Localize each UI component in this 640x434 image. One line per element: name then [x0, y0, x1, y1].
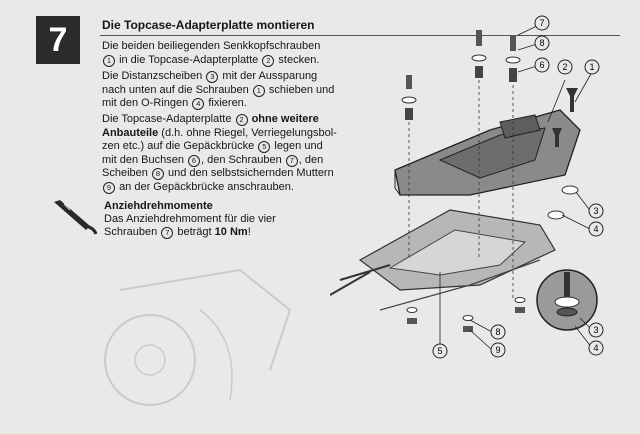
callout-4: 4: [593, 224, 599, 234]
instruction-paragraph-2: [102, 70, 362, 111]
ref-marker-3: 3: [206, 71, 218, 83]
callout-1: 1: [589, 62, 595, 72]
nut-stack-center: [463, 316, 473, 333]
ref-marker-2: 2: [262, 55, 274, 67]
ref-marker-4: 4: [192, 98, 204, 110]
text-line: Die beiden beiliegenden Senkkopfschrauben: [102, 40, 321, 52]
text-line: zen etc.) auf die Gepäckbrücke: [102, 140, 255, 152]
luggage-rack: [330, 210, 555, 310]
callout-3: 3: [593, 325, 599, 335]
text-line: schieben und: [268, 83, 335, 96]
emphasis-text: ohne weitere: [251, 113, 319, 125]
text-line: !: [247, 226, 251, 238]
callout-4: 4: [593, 343, 599, 353]
text-line: und den selbstsichernden Muttern: [168, 167, 334, 179]
detail-inset: [537, 270, 597, 330]
ref-marker-5: 5: [258, 141, 270, 153]
callout-8: 8: [539, 38, 545, 48]
torque-value: 10 Nm: [214, 226, 248, 238]
text-line: Schrauben: [104, 226, 158, 238]
ref-marker-9: 9: [103, 182, 115, 194]
callout-2: 2: [562, 62, 568, 72]
text-line: Die Distanzscheiben: [102, 70, 203, 82]
spacer-washer: [548, 211, 564, 219]
ref-marker-7: 7: [286, 155, 298, 167]
nut-stack-right: [515, 298, 525, 314]
text-line: den: [304, 153, 324, 166]
ref-marker-1: 1: [103, 55, 115, 67]
ref-marker-7: 7: [161, 227, 173, 239]
callout-5: 5: [437, 346, 443, 356]
text-line: fixieren.: [208, 97, 247, 109]
emphasis-text: Anbauteile: [102, 126, 159, 139]
text-line: mit den O-Ringen: [102, 97, 189, 109]
text-line: Die Topcase-Adapterplatte: [102, 113, 232, 125]
text-line: stecken.: [278, 53, 320, 66]
torque-heading: Anziehdrehmomente: [104, 200, 213, 212]
callout-7: 7: [539, 18, 545, 28]
text-line: Scheiben: [102, 167, 148, 179]
text-line: (d.h. ohne Riegel, Verriegelungsbol-: [161, 126, 337, 139]
torque-text: [104, 213, 304, 239]
callout-6: 6: [539, 60, 545, 70]
ref-marker-2: 2: [236, 114, 248, 126]
text-line: an der Gepäckbrücke anschrauben.: [119, 180, 294, 193]
text-line: legen und: [274, 140, 323, 152]
step-title: Die Topcase-Adapterplatte montieren: [102, 18, 315, 32]
callout-8: 8: [495, 327, 501, 337]
text-line: , den Schrauben: [201, 153, 282, 166]
background-motorcycle-sketch: [90, 250, 330, 430]
assembly-diagram: [330, 10, 630, 365]
adapter-plate: [395, 110, 580, 195]
instruction-paragraph-1: [102, 40, 362, 67]
text-line: beträgt: [177, 226, 212, 238]
ref-marker-6: 6: [188, 155, 200, 167]
step-number-badge: 7: [36, 16, 80, 64]
text-line: in die Topcase-Adapterplatte: [119, 53, 259, 66]
callout-9: 9: [495, 345, 501, 355]
ref-marker-1: 1: [253, 85, 265, 97]
ref-marker-8: 8: [152, 168, 164, 180]
text-line: mit den Buchsen: [102, 153, 184, 166]
text-line: nach unten auf die Schrauben: [102, 83, 249, 96]
callout-3: 3: [593, 206, 599, 216]
text-line: mit der Aussparung: [222, 70, 318, 82]
spacer-washer: [562, 186, 578, 194]
text-line: Das Anziehdrehmoment für die vier: [104, 213, 276, 225]
nut-stack-left: [407, 308, 417, 325]
instruction-paragraph-3: Die Topcase-Adapterplatte 2 ohne weitere Anbauteile (d.h. ohne Riegel, Verriegelungsbol- zen etc.) auf die Gepäckbrücke 5 legen und mit den Buchsen 6 , den Schrauben 7 , den Scheiben 8 und den selbstsichernden Muttern 9 an der Gepäckbrücke anschrauben.: [102, 113, 337, 193]
torque-wrench-icon: [50, 196, 98, 236]
